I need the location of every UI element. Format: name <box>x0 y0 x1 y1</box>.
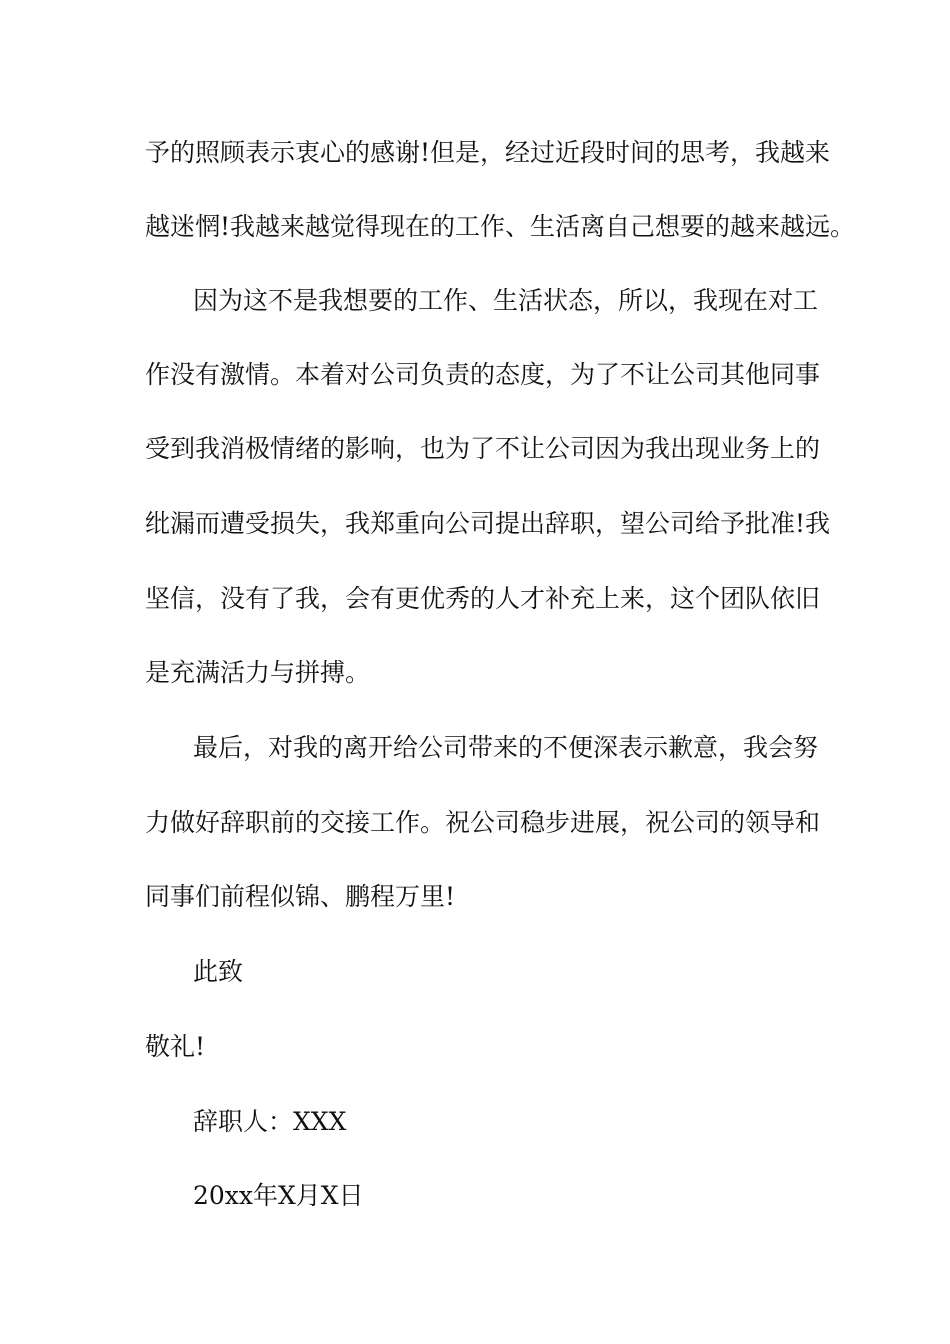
body-line: 力做好辞职前的交接工作。祝公司稳步进展，祝公司的领导和 <box>145 808 821 837</box>
body-line: 受到我消极情绪的影响，也为了不让公司因为我出现业务上的 <box>145 434 821 463</box>
paragraph-first-line: 最后，对我的离开给公司带来的不便深表示歉意，我会努 <box>193 733 819 762</box>
salute-text: 敬礼! <box>145 1032 206 1061</box>
paragraph-first-line: 因为这不是我想要的工作、生活状态，所以，我现在对工 <box>193 286 819 315</box>
body-line: 越迷惘!我越来越觉得现在的工作、生活离自己想要的越来越远。 <box>145 212 856 241</box>
closing-text: 此致 <box>193 957 244 986</box>
signature-line: 辞职人：XXX <box>193 1107 347 1136</box>
body-line: 予的照顾表示衷心的感谢!但是，经过近段时间的思考，我越来 <box>145 138 831 167</box>
body-line: 是充满活力与拼搏。 <box>145 658 371 687</box>
body-line: 同事们前程似锦、鹏程万里! <box>145 882 456 911</box>
body-line: 作没有激情。本着对公司负责的态度，为了不让公司其他同事 <box>145 360 821 389</box>
date-line: 20xx年X月X日 <box>193 1181 364 1210</box>
body-line: 纰漏而遭受损失，我郑重向公司提出辞职，望公司给予批准!我 <box>145 509 831 538</box>
body-line: 坚信，没有了我，会有更优秀的人才补充上来，这个团队依旧 <box>145 584 821 613</box>
